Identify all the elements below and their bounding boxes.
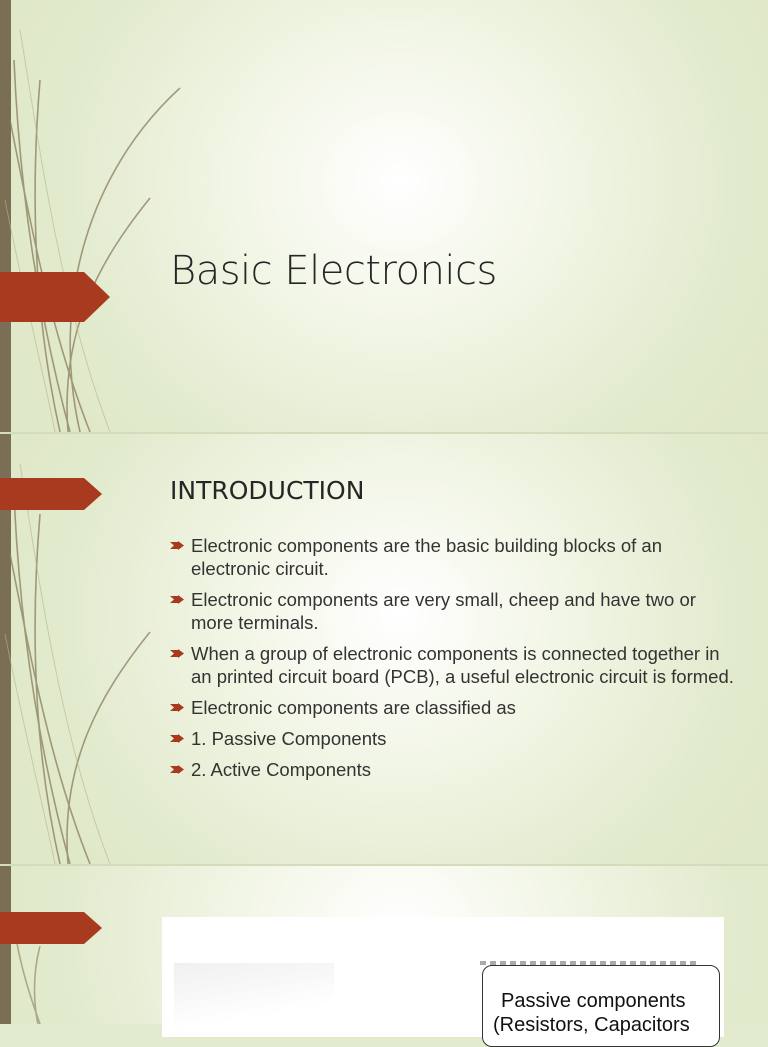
- list-item: Electronic components are classified as: [170, 696, 740, 719]
- slide-title: Basic Electronics: [170, 248, 497, 294]
- list-item: Electronic components are very small, cheep and have two or more terminals.: [170, 588, 740, 634]
- bullet-arrow-icon: [170, 734, 184, 743]
- bullet-list: [170, 534, 740, 789]
- list-item: When a group of electronic components is connected together in an printed circuit board (PCB), a useful electronic circuit is formed.: [170, 642, 740, 688]
- list-item: Electronic components are the basic building blocks of an electronic circuit.: [170, 534, 740, 580]
- accent-tab: [0, 478, 102, 510]
- list-item: 1. Passive Components: [170, 727, 740, 750]
- bullet-arrow-icon: [170, 649, 184, 658]
- introduction-slide: [0, 434, 768, 864]
- slide-heading: INTRODUCTION: [170, 476, 365, 505]
- accent-tab: [0, 912, 102, 944]
- box-label-line2: (Resistors, Capacitors: [493, 1014, 690, 1036]
- bullet-arrow-icon: [170, 703, 184, 712]
- bullet-arrow-icon: [170, 595, 184, 604]
- components-slide: [0, 866, 768, 1036]
- bullet-arrow-icon: [170, 765, 184, 774]
- bullet-arrow-icon: [170, 541, 184, 550]
- diagram-faded-area: [174, 963, 334, 1033]
- box-label-line1: Passive components: [501, 990, 686, 1012]
- diagram-image: [162, 917, 724, 1037]
- list-item: 2. Active Components: [170, 758, 740, 781]
- title-slide: [0, 0, 768, 432]
- decorative-swirl: [0, 0, 200, 432]
- decorative-swirl: [0, 866, 120, 1024]
- passive-components-box: [482, 965, 720, 1047]
